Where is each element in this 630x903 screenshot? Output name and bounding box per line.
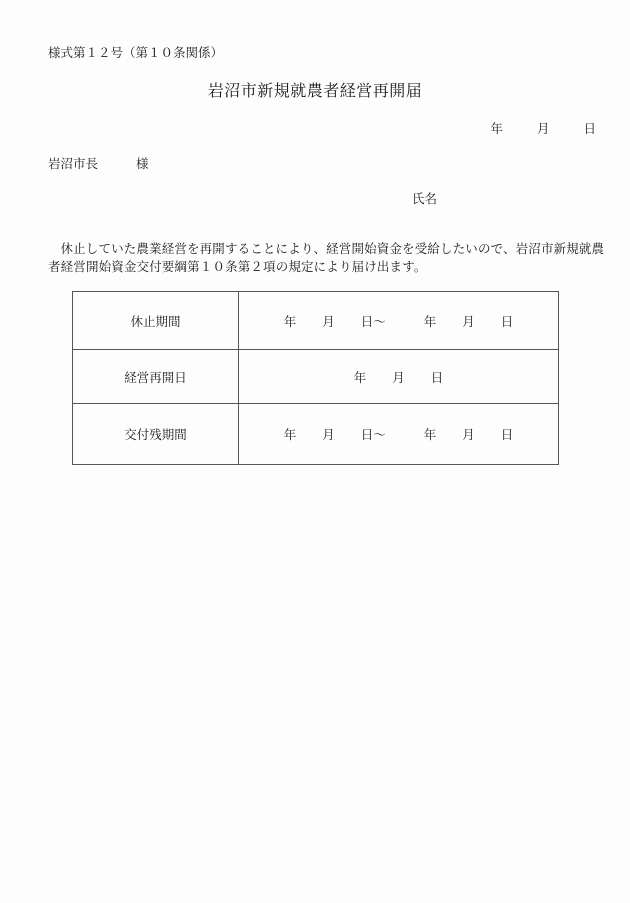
body-paragraph: 休止していた農業経営を再開することにより、経営開始資金を受給したいので、岩沼市新規就農者経営開始資金交付要綱第１０条第２項の規定により届け出ます。	[48, 241, 605, 274]
to-month: 月	[462, 313, 475, 329]
date-day-label: 日	[583, 121, 596, 136]
applicant-name-label: 氏名	[412, 191, 438, 206]
date-year-label: 年	[490, 121, 503, 136]
row-label: 休止期間	[73, 292, 239, 350]
to-year: 年	[423, 313, 437, 329]
from-day: 日～	[360, 427, 386, 442]
to-day: 日	[500, 427, 514, 442]
to-year: 年	[423, 427, 437, 442]
day: 日	[430, 369, 444, 385]
addressee	[48, 154, 149, 172]
table-row-remaining-grant-period	[73, 404, 559, 465]
remaining-grant-period-field[interactable]	[239, 404, 559, 465]
to-month: 月	[462, 427, 475, 442]
resumption-date-field[interactable]	[239, 350, 559, 404]
document-title: 岩沼市新規就農者経営再開届	[207, 81, 423, 100]
from-year: 年	[283, 427, 297, 442]
row-label: 経営再開日	[73, 350, 239, 404]
addressee-honorific: 様	[136, 156, 149, 171]
from-day: 日～	[360, 313, 386, 329]
submission-date	[490, 119, 596, 137]
table-row-suspension-period	[73, 292, 559, 350]
year: 年	[353, 369, 367, 385]
addressee-name: 岩沼市長	[48, 156, 99, 171]
suspension-period-field[interactable]	[239, 292, 559, 350]
period-table	[72, 291, 559, 465]
date-month-label: 月	[536, 121, 550, 136]
table-row-resumption-date	[73, 350, 559, 404]
row-label: 交付残期間	[73, 404, 239, 465]
to-day: 日	[500, 313, 514, 329]
from-month: 月	[322, 427, 335, 442]
from-year: 年	[283, 313, 297, 329]
from-month: 月	[322, 313, 335, 329]
form-number: 様式第１２号（第１０条関係）	[48, 45, 224, 60]
month: 月	[392, 369, 405, 385]
